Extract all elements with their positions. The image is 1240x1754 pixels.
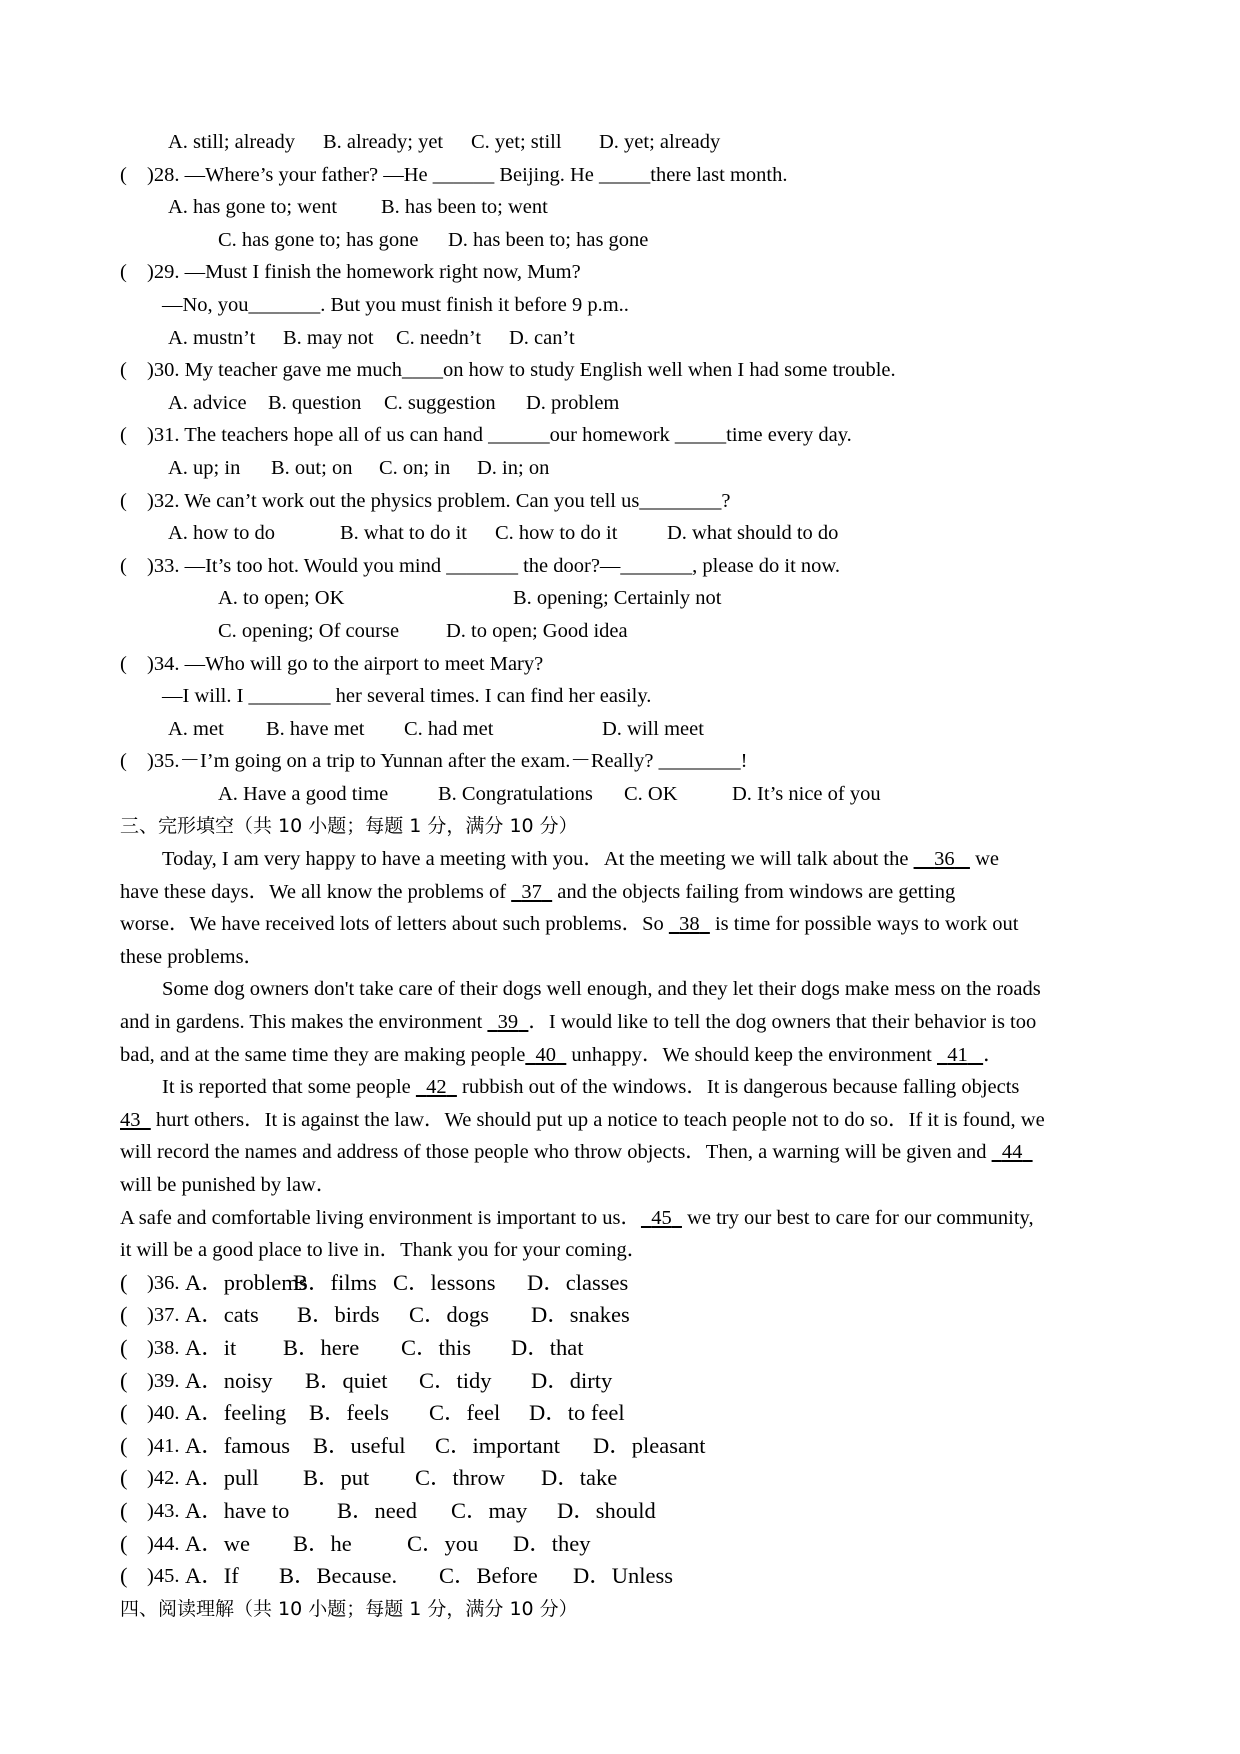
question-number: )43. bbox=[147, 1499, 180, 1522]
blank-44: 44 bbox=[1001, 1141, 1023, 1164]
option-b: B．quiet bbox=[305, 1367, 388, 1393]
question-35 bbox=[120, 745, 1130, 778]
question-30 bbox=[120, 354, 1130, 387]
q29-option-a: A. mustn’t bbox=[168, 326, 256, 349]
q27-option-b: B. already; yet bbox=[323, 131, 444, 153]
q33-options-row1 bbox=[120, 582, 1130, 615]
question-number: )41. bbox=[147, 1434, 180, 1457]
q32-option-b: B. what to do it bbox=[340, 522, 467, 545]
section-4-title: 四、阅读理解（共 10 小题；每题 1 分，满分 10 分） bbox=[120, 1597, 578, 1620]
q28-options-row2 bbox=[120, 224, 1130, 257]
passage-paragraph-4: A safe and comfortable living environment is important to us． 45 we try our best to care for our community, it will be a good place to live in．Thank you for your coming． bbox=[120, 1206, 1034, 1262]
q29-option-d: D. can’t bbox=[509, 326, 575, 349]
cloze-question-37 bbox=[120, 1299, 1130, 1332]
q30-option-a: A. advice bbox=[168, 391, 247, 414]
q29-options bbox=[120, 322, 1130, 355]
q34-option-c: C. had met bbox=[404, 717, 494, 740]
blank-41: 41 bbox=[947, 1043, 968, 1066]
answer-paren: ( bbox=[120, 424, 127, 447]
option-a: A．noisy bbox=[185, 1367, 273, 1393]
question-text: )33. —It’s too hot. Would you mind _______ the door?—_______, please do it now. bbox=[147, 554, 841, 577]
q34-options bbox=[120, 713, 1130, 746]
option-d: D．to feel bbox=[529, 1400, 625, 1426]
option-c: C．this bbox=[401, 1334, 472, 1360]
q33-option-a: A. to open; OK bbox=[218, 587, 345, 610]
option-b: B．birds bbox=[297, 1302, 380, 1328]
question-text: )29. —Must I finish the homework right now, Mum? bbox=[147, 261, 581, 284]
answer-paren: ( bbox=[120, 261, 127, 284]
option-c: C．dogs bbox=[409, 1302, 490, 1328]
answer-paren: ( bbox=[120, 1334, 128, 1360]
exam-page bbox=[120, 126, 1130, 1625]
q29-option-b: B. may not bbox=[283, 326, 374, 349]
q30-option-d: D. problem bbox=[526, 391, 620, 414]
question-29 bbox=[120, 256, 1130, 289]
option-d: D．pleasant bbox=[593, 1432, 706, 1458]
cloze-passage bbox=[120, 843, 1130, 1267]
option-b: B．feels bbox=[309, 1400, 389, 1426]
q28-options-row1 bbox=[120, 191, 1130, 224]
blank-42: 42 bbox=[426, 1076, 447, 1099]
option-a: A．it bbox=[185, 1334, 237, 1360]
q34-option-d: D. will meet bbox=[602, 717, 704, 740]
cloze-question-45 bbox=[120, 1560, 1130, 1593]
answer-paren: ( bbox=[120, 750, 127, 773]
q34-reply: —I will. I ________ her several times. I can find her easily. bbox=[162, 685, 652, 708]
question-text: )32. We can’t work out the physics problem. Can you tell us________? bbox=[147, 489, 731, 512]
q32-option-c: C. how to do it bbox=[495, 522, 618, 545]
option-d: D．they bbox=[513, 1530, 591, 1556]
q30-option-b: B. question bbox=[268, 391, 362, 414]
question-text: )31. The teachers hope all of us can hand ______our homework _____time every day. bbox=[147, 424, 852, 447]
cloze-question-39 bbox=[120, 1365, 1130, 1398]
q33-option-c: C. opening; Of course bbox=[218, 619, 400, 642]
passage-paragraph-1: Today, I am very happy to have a meeting with you．At the meeting we will talk about the 36 we have these days．We all know the problems of 37 and the objects failing from windows are getting worse．We have received lots of letters about such problems．So 38 is time for possible ways to work out these problems． bbox=[120, 848, 1019, 968]
option-a: A．we bbox=[185, 1530, 250, 1556]
question-text: )34. —Who will go to the airport to meet Mary? bbox=[147, 652, 544, 675]
answer-paren: ( bbox=[120, 1302, 128, 1328]
answer-paren: ( bbox=[120, 359, 127, 382]
q35-options bbox=[120, 778, 1130, 811]
q31-option-a: A. up; in bbox=[168, 456, 241, 479]
q28-option-d: D. has been to; has gone bbox=[448, 228, 649, 251]
cloze-question-44 bbox=[120, 1528, 1130, 1561]
option-b: B．films bbox=[293, 1269, 377, 1295]
question-28 bbox=[120, 159, 1130, 192]
q33-option-d: D. to open; Good idea bbox=[446, 619, 628, 642]
option-d: D．that bbox=[511, 1334, 584, 1360]
q35-option-d: D. It’s nice of you bbox=[732, 782, 881, 805]
q30-options bbox=[120, 387, 1130, 420]
option-d: D．Unless bbox=[573, 1563, 673, 1589]
q35-option-c: C. OK bbox=[624, 782, 678, 805]
answer-paren: ( bbox=[120, 652, 127, 675]
q35-option-b: B. Congratulations bbox=[438, 782, 593, 805]
passage-paragraph-3: It is reported that some people 42 rubbish out of the windows．It is dangerous because falling objects 43 hurt others．It is against the law．We should put up a notice to teach people not to do so．If it is found, we will record the names and address of those people who throw objects．Then, a warning will be given and 44 will be punished by law． bbox=[120, 1076, 1045, 1196]
option-b: B．put bbox=[303, 1465, 370, 1491]
answer-paren: ( bbox=[120, 1563, 128, 1589]
q27-option-a: A. still; already bbox=[168, 131, 295, 153]
answer-paren: ( bbox=[120, 554, 127, 577]
question-number: )38. bbox=[147, 1336, 180, 1359]
answer-paren: ( bbox=[120, 1269, 128, 1295]
option-b: B．need bbox=[337, 1497, 417, 1523]
option-c: C．feel bbox=[429, 1400, 501, 1426]
question-33 bbox=[120, 550, 1130, 583]
q31-option-b: B. out; on bbox=[271, 456, 353, 479]
answer-paren: ( bbox=[120, 1432, 128, 1458]
cloze-question-41 bbox=[120, 1430, 1130, 1463]
cloze-question-43 bbox=[120, 1495, 1130, 1528]
question-31 bbox=[120, 419, 1130, 452]
blank-45: 45 bbox=[651, 1206, 672, 1229]
option-d: D．classes bbox=[527, 1269, 629, 1295]
question-number: )45. bbox=[147, 1565, 180, 1588]
q28-option-b: B. has been to; went bbox=[381, 196, 548, 219]
option-b: B．he bbox=[293, 1530, 352, 1556]
option-a: A．If bbox=[185, 1563, 239, 1589]
q30-option-c: C. suggestion bbox=[384, 391, 496, 414]
option-a: A．problems bbox=[185, 1269, 308, 1295]
blank-38: 38 bbox=[679, 913, 700, 936]
blank-40: 40 bbox=[535, 1043, 557, 1066]
q29-reply: —No, you_______. But you must finish it before 9 p.m.. bbox=[162, 293, 629, 316]
answer-paren: ( bbox=[120, 1400, 128, 1426]
q28-option-a: A. has gone to; went bbox=[168, 196, 338, 219]
question-number: )40. bbox=[147, 1402, 180, 1425]
option-c: C．important bbox=[435, 1432, 560, 1458]
cloze-question-42 bbox=[120, 1462, 1130, 1495]
option-a: A．feeling bbox=[185, 1400, 287, 1426]
q27-option-d: D. yet; already bbox=[599, 131, 721, 153]
question-34 bbox=[120, 648, 1130, 681]
q32-option-d: D. what should to do bbox=[667, 522, 839, 545]
q31-options bbox=[120, 452, 1130, 485]
option-a: A．have to bbox=[185, 1497, 290, 1523]
blank-39: 39 bbox=[497, 1011, 519, 1034]
option-b: B．here bbox=[283, 1334, 360, 1360]
option-c: C．you bbox=[407, 1530, 479, 1556]
cloze-question-list bbox=[120, 1267, 1130, 1593]
option-c: C．lessons bbox=[393, 1269, 496, 1295]
blank-37: 37 bbox=[521, 880, 542, 903]
question-text: )30. My teacher gave me much____on how to study English well when I had some trouble. bbox=[147, 359, 896, 382]
answer-paren: ( bbox=[120, 1367, 128, 1393]
option-c: C．tidy bbox=[419, 1367, 492, 1393]
answer-paren: ( bbox=[120, 1465, 128, 1491]
option-c: C．may bbox=[451, 1497, 528, 1523]
q34-option-b: B. have met bbox=[266, 717, 365, 740]
q32-option-a: A. how to do bbox=[168, 522, 276, 545]
q34-option-a: A. met bbox=[168, 717, 224, 740]
question-number: )44. bbox=[147, 1532, 180, 1555]
option-d: D．dirty bbox=[531, 1367, 613, 1393]
option-c: C．Before bbox=[439, 1563, 538, 1589]
blank-43: 43 bbox=[120, 1108, 141, 1131]
answer-paren: ( bbox=[120, 1530, 128, 1556]
q27-options bbox=[120, 126, 1130, 159]
question-number: )36. bbox=[147, 1271, 180, 1294]
q32-options bbox=[120, 517, 1130, 550]
q28-option-c: C. has gone to; has gone bbox=[218, 228, 419, 251]
option-b: B．useful bbox=[313, 1432, 406, 1458]
passage-paragraph-2: Some dog owners don't take care of their dogs well enough, and they let their dogs make mess on the roads and in gardens. This makes the environment 39 ．I would like to tell the dog owners that their behavior is too bad, and at the same time they are making people 40 unhappy．We should keep the environment 41 ． bbox=[120, 978, 1041, 1066]
option-d: D．should bbox=[557, 1497, 656, 1523]
option-b: B．Because. bbox=[279, 1563, 398, 1589]
option-a: A．pull bbox=[185, 1465, 259, 1491]
option-a: A．cats bbox=[185, 1302, 259, 1328]
cloze-question-36 bbox=[120, 1267, 1130, 1300]
question-number: )42. bbox=[147, 1467, 180, 1490]
q27-option-c: C. yet; still bbox=[471, 131, 562, 153]
cloze-question-38 bbox=[120, 1332, 1130, 1365]
question-number: )39. bbox=[147, 1369, 180, 1392]
question-number: )37. bbox=[147, 1304, 180, 1327]
answer-paren: ( bbox=[120, 163, 127, 186]
q33-option-b: B. opening; Certainly not bbox=[513, 587, 722, 610]
section-3-title: 三、完形填空（共 10 小题；每题 1 分，满分 10 分） bbox=[120, 815, 578, 838]
answer-paren: ( bbox=[120, 489, 127, 512]
q29-option-c: C. needn’t bbox=[396, 326, 482, 349]
q35-option-a: A. Have a good time bbox=[218, 782, 389, 805]
blank-36: 36 bbox=[934, 848, 955, 871]
option-d: D．snakes bbox=[531, 1302, 630, 1328]
q31-option-d: D. in; on bbox=[477, 456, 550, 479]
answer-paren: ( bbox=[120, 1497, 128, 1523]
q31-option-c: C. on; in bbox=[379, 456, 451, 479]
q33-options-row2 bbox=[120, 615, 1130, 648]
question-text: )35.－I’m going on a trip to Yunnan after the exam.－Really? ________! bbox=[147, 750, 748, 773]
question-32 bbox=[120, 485, 1130, 518]
option-a: A．famous bbox=[185, 1432, 290, 1458]
question-text: )28. —Where’s your father? —He ______ Beijing. He _____there last month. bbox=[147, 163, 788, 186]
option-d: D．take bbox=[541, 1465, 618, 1491]
option-c: C．throw bbox=[415, 1465, 506, 1491]
cloze-question-40 bbox=[120, 1397, 1130, 1430]
